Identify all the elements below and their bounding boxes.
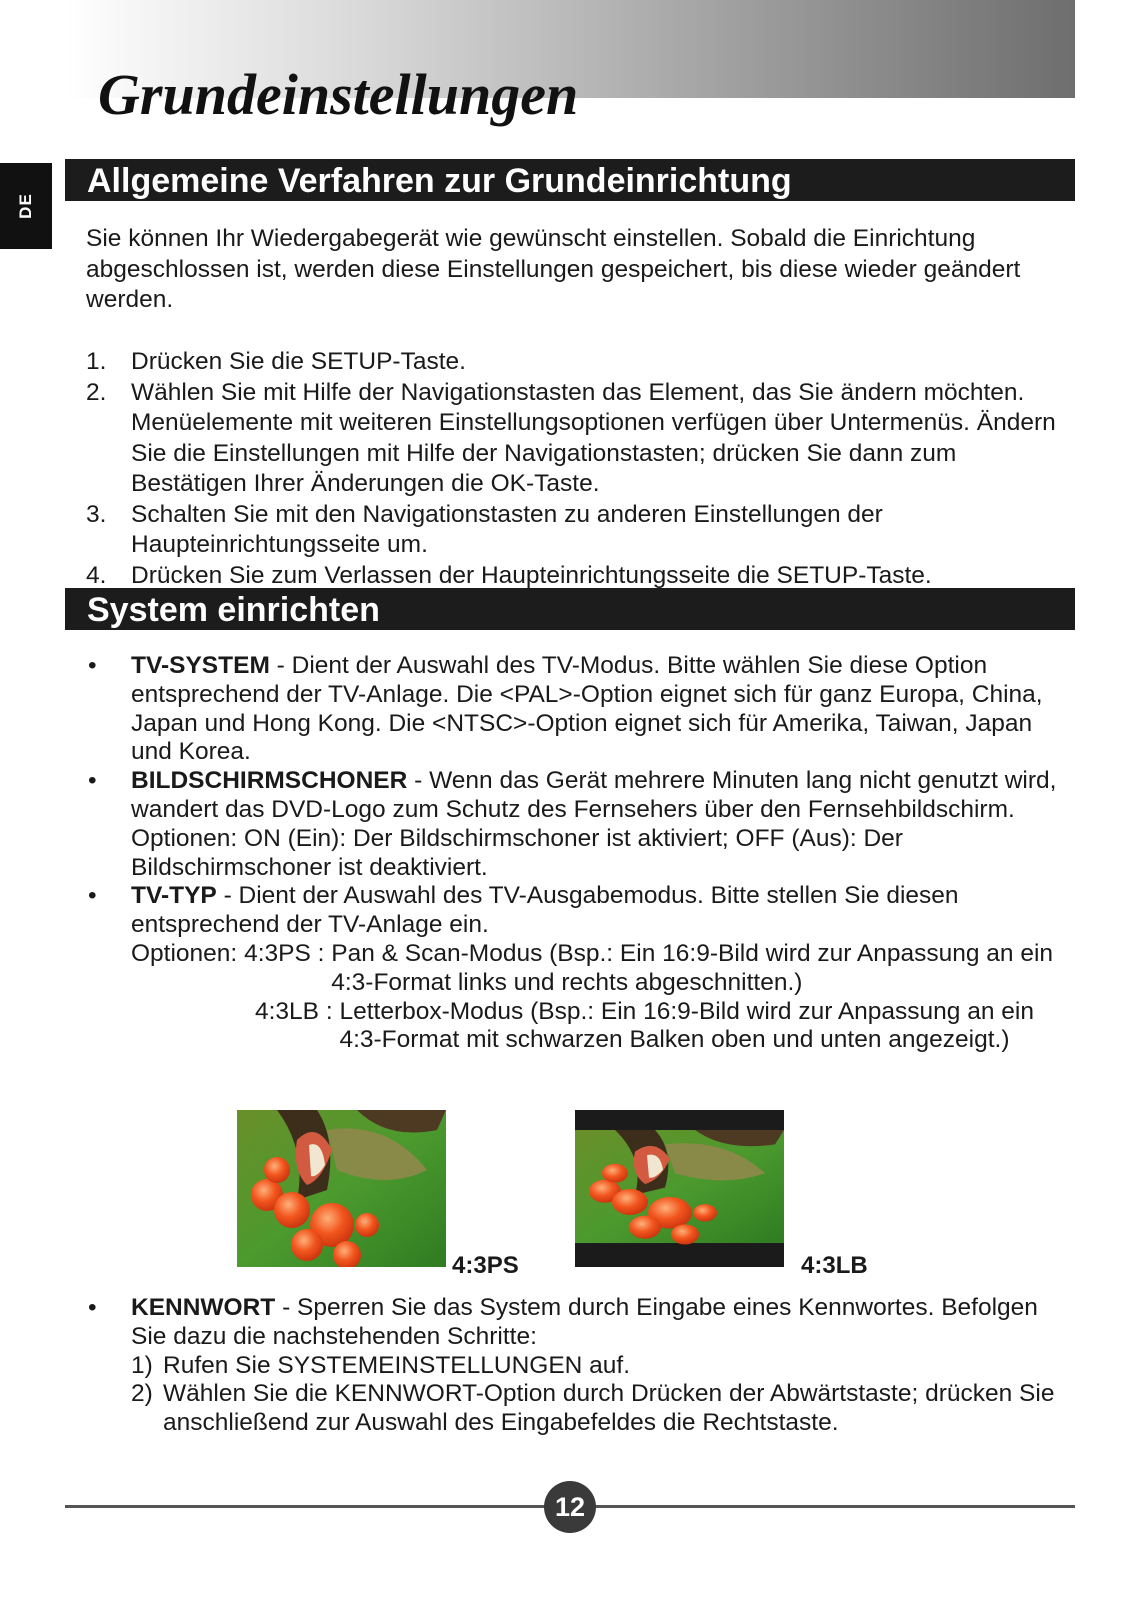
- desc-tv-type: - Dient der Auswahl des TV-Ausgabemodus. Bitte stellen Sie diesen entsprechend der TV-Anlage ein.: [131, 882, 959, 939]
- step-text: Schalten Sie mit den Navigationstasten zu anderen Einstellungen der Haupteinrichtungsseite um.: [131, 500, 883, 558]
- password-list: [86, 1294, 1076, 1438]
- list-item-tv-type: [86, 882, 1076, 1055]
- screensaver-options: Optionen: ON (Ein): Der Bildschirmschoner ist aktiviert; OFF (Aus): Der Bildschirmschoner ist deaktiviert.: [131, 824, 903, 881]
- language-tab-label: DE: [16, 193, 35, 219]
- list-item-tv-system: [86, 652, 1076, 767]
- bullet-icon: •: [88, 767, 97, 795]
- step-number: 3.: [86, 500, 107, 528]
- option-label-ps: 4:3PS :: [244, 939, 332, 967]
- password-step-text: Wählen Sie die KENNWORT-Option durch Drücken der Abwärtstaste; drücken Sie anschließend zur Auswahl des Eingabefeldes die Rechtstaste.: [163, 1380, 1055, 1437]
- system-options-list: [86, 652, 1076, 1055]
- section-heading-bar: [65, 588, 1075, 630]
- option-desc-ps: Pan & Scan-Modus (Bsp.: Ein 16:9-Bild wird zur Anpassung an ein 4:3-Format links und rechts abgeschnitten.): [331, 939, 1054, 996]
- flower-photo-lb: [575, 1110, 784, 1267]
- tv-type-option-ps: [131, 940, 1076, 998]
- password-step-number: 2): [131, 1380, 153, 1408]
- option-desc-lb: Letterbox-Modus (Bsp.: Ein 16:9-Bild wird zur Anpassung an ein 4:3-Format mit schwarzen Balken oben und unten angezeigt.): [339, 997, 1034, 1054]
- desc-tv-system: - Dient der Auswahl des TV-Modus. Bitte wählen Sie diese Option entsprechend der TV-Anlage. Die <PAL>-Option eignet sich für ganz Europa, China, Japan und Hong Kong. Die <NTSC>-Option eignet sich für Amerika, Taiwan, Japan und Korea.: [131, 652, 1043, 766]
- bullet-icon: •: [88, 882, 97, 910]
- language-tab: [0, 163, 52, 249]
- page-number: 12: [544, 1481, 596, 1533]
- term-password: KENNWORT: [131, 1294, 276, 1321]
- tv-type-option-lb: [131, 998, 1076, 1056]
- list-item: [86, 378, 1076, 500]
- step-number: 1.: [86, 348, 107, 375]
- term-tv-type: TV-TYP: [131, 882, 217, 910]
- password-step-number: 1): [131, 1351, 153, 1379]
- setup-steps-list: [86, 347, 1076, 591]
- desc-screensaver: - Wenn das Gerät mehrere Minuten lang nicht genutzt wird, wandert das DVD-Logo zum Schutz des Fernsehers über den Fernsehbildschirm.: [131, 767, 1057, 823]
- password-step-text: Rufen Sie SYSTEMEINSTELLUNGEN auf.: [163, 1351, 631, 1379]
- step-number: 2.: [86, 378, 107, 406]
- list-item: [86, 500, 1076, 561]
- step-number: 4.: [86, 561, 107, 589]
- section-heading-general: Allgemeine Verfahren zur Grundeinrichtung: [87, 162, 792, 200]
- letterbox-example-image: [575, 1110, 784, 1267]
- flower-photo-ps: [237, 1110, 446, 1267]
- step-text: Drücken Sie zum Verlassen der Haupteinrichtungsseite die SETUP-Taste.: [131, 561, 932, 589]
- list-item: [86, 347, 1076, 378]
- list-item-password: [86, 1294, 1076, 1438]
- page-title: Grundeinstellungen: [98, 62, 579, 127]
- list-item-screensaver: [86, 767, 1076, 882]
- term-screensaver: BILDSCHIRMSCHONER: [131, 767, 408, 795]
- image-label-lb: 4:3LB: [801, 1252, 868, 1279]
- term-tv-system: TV-SYSTEM: [131, 652, 270, 679]
- options-label: Optionen:: [131, 939, 245, 967]
- image-label-ps: 4:3PS: [452, 1252, 519, 1279]
- bullet-icon: •: [88, 1294, 97, 1321]
- bullet-icon: •: [88, 652, 97, 679]
- section-heading-system: System einrichten: [87, 591, 380, 629]
- section-heading-bar: [65, 159, 1075, 201]
- password-step: [131, 1380, 1076, 1438]
- desc-password: - Sperren Sie das System durch Eingabe eines Kennwortes. Befolgen Sie dazu die nachstehenden Schritte:: [131, 1294, 1038, 1350]
- option-label-lb: 4:3LB :: [255, 997, 340, 1025]
- intro-paragraph: Sie können Ihr Wiedergabegerät wie gewünscht einstellen. Sobald die Einrichtung abgeschlossen ist, werden diese Einstellungen gespeichert, bis diese wieder geändert werden.: [86, 225, 1021, 313]
- pan-scan-example-image: [237, 1110, 446, 1267]
- list-item: [86, 561, 1076, 592]
- step-text: Wählen Sie mit Hilfe der Navigationstasten das Element, das Sie ändern möchten. Menüelemente mit weiteren Einstellungsoptionen verfügen über Untermenüs. Ändern Sie die Einstellungen mit Hilfe der Navigationstasten; drücken Sie dann zum Bestätigen Ihrer Änderungen die OK-Taste.: [131, 378, 1056, 497]
- password-step: [131, 1352, 1076, 1381]
- step-text: Drücken Sie die SETUP-Taste.: [131, 348, 466, 375]
